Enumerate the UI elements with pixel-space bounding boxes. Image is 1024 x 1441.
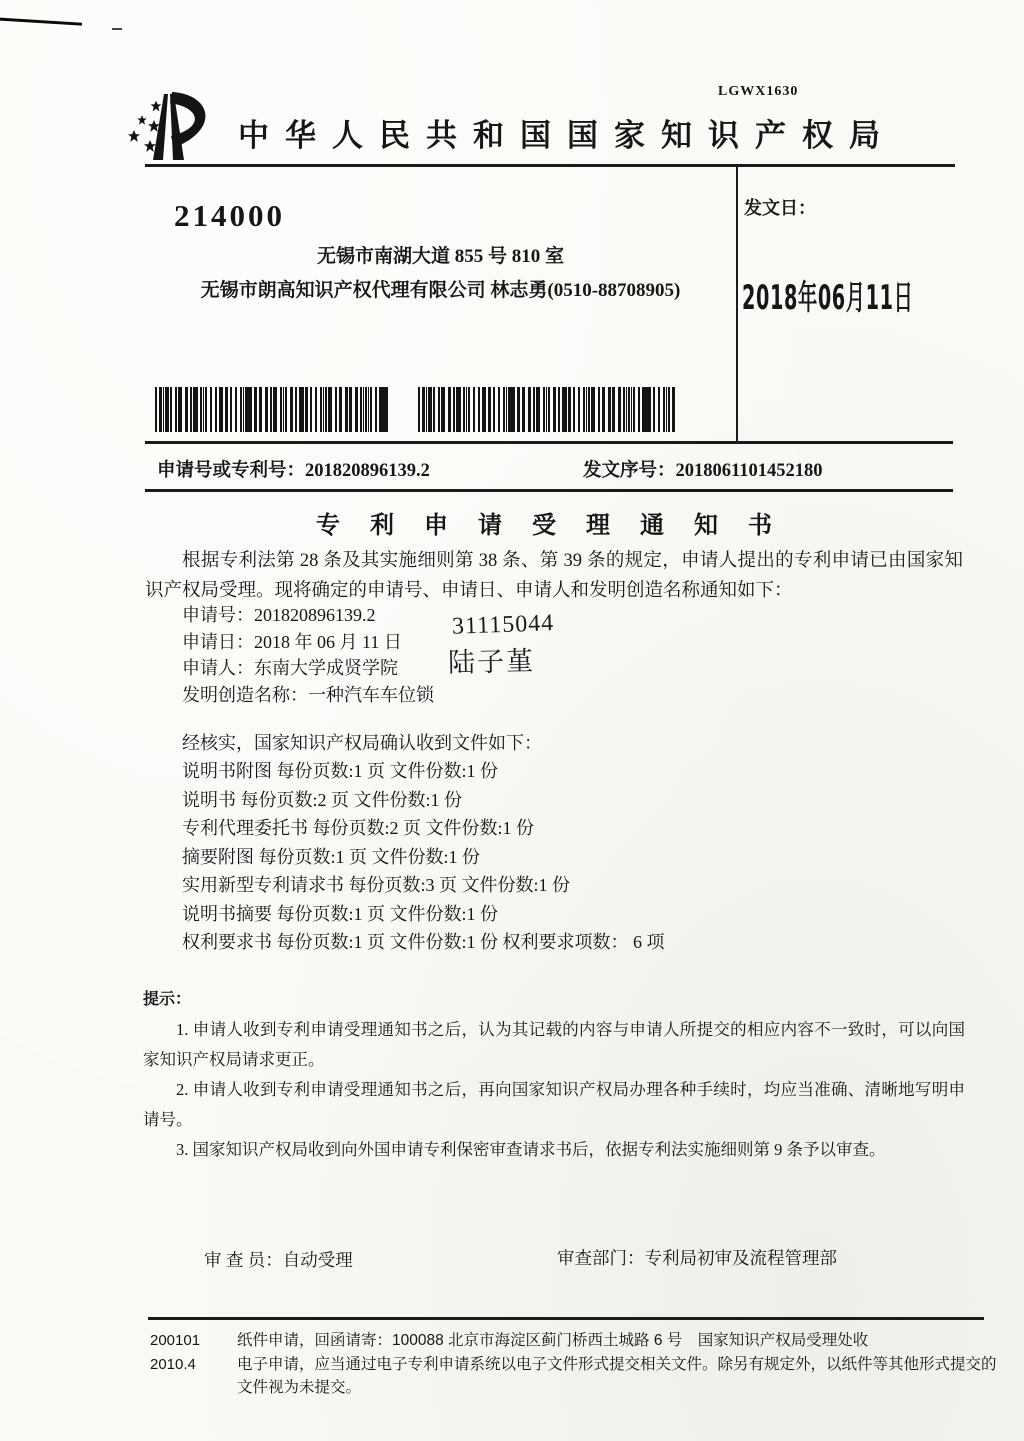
serial-number-row <box>583 456 823 482</box>
examiner-row <box>204 1247 353 1272</box>
document-item: 说明书摘要 每份页数:1 页 文件份数:1 份 <box>182 903 499 924</box>
numbers-section-rule <box>145 489 953 492</box>
tips-heading: 提示： <box>143 991 192 1008</box>
application-number-label: 申请号或专利号： <box>157 461 306 481</box>
column-divider <box>736 164 738 444</box>
examiner-label: 审 查 员： <box>204 1250 283 1270</box>
footer-form-code: 200101 <box>150 1332 201 1349</box>
scan-artifact-line <box>0 17 82 25</box>
footer-form-date: 2010.4 <box>150 1355 196 1373</box>
recipient-address: 无锡市南湖大道 855 号 810 室 <box>316 246 564 267</box>
recipient-agency: 无锡市朗高知识产权代理有限公司 林志勇(0510-88708905) <box>200 280 681 301</box>
barcode-application <box>155 387 390 432</box>
field-label: 申请日： <box>182 631 254 652</box>
document-item: 摘要附图 每份页数:1 页 文件份数:1 份 <box>182 846 481 867</box>
document-item: 专利代理委托书 每份页数:2 页 文件份数:1 份 <box>182 818 535 838</box>
examiner-value: 自动受理 <box>282 1250 353 1270</box>
footer-rule <box>148 1317 984 1320</box>
barcode-serial <box>418 387 677 432</box>
application-fields <box>182 602 434 708</box>
header-rule <box>145 164 955 167</box>
barcode-section-rule <box>145 441 953 444</box>
dispatch-date-stamp: 2018年06月11日 <box>742 278 914 318</box>
department-value: 专利局初审及流程管理部 <box>644 1248 837 1268</box>
department-label: 审查部门： <box>557 1248 645 1268</box>
field-value: 201820896139.2 <box>254 605 376 625</box>
field-filing-date <box>182 629 434 656</box>
application-number-row <box>157 456 430 482</box>
postal-code: 214000 <box>174 198 285 233</box>
field-value: 2018 年 06 月 11 日 <box>254 631 402 652</box>
field-value: 东南大学成贤学院 <box>254 658 398 678</box>
field-value: 一种汽车车位锁 <box>308 684 434 705</box>
footer-line-paper: 纸件申请，回函请寄：100088 北京市海淀区蓟门桥西土城路 6 号 国家知识产权局受理处收 <box>237 1332 869 1349</box>
footer-line-electronic: 电子申请，应当通过电子专利申请系统以电子文件形式提交相关文件。除另有规定外，以纸件等其他形式提交的 <box>237 1355 997 1373</box>
dispatch-date-label: 发文日： <box>744 198 816 218</box>
footer-instructions <box>237 1329 997 1400</box>
document-item: 说明书 每份页数:2 页 文件份数:1 份 <box>182 789 463 810</box>
documents-intro: 经核实，国家知识产权局确认收到文件如下： <box>182 733 542 753</box>
notice-intro: 根据专利法第 28 条及其实施细则第 38 条、第 39 条的规定，申请人提出的专利申请已由国家知识产权局受理。现将确定的申请号、申请日、申请人和发明创造名称通知如下： <box>145 551 963 601</box>
tip-item-2: 2. 申请人收到专利申请受理通知书之后，再向国家知识产权局办理各种手续时，均应当准确、清晰地写明申请号。 <box>143 1080 965 1129</box>
agency-title: 中华人民共和国国家知识产权局 <box>238 118 896 153</box>
documents-list <box>182 757 665 957</box>
serial-number-value: 2018061101452180 <box>675 461 823 481</box>
field-application-number <box>182 602 434 629</box>
department-row <box>557 1245 837 1270</box>
field-invention-title <box>182 682 434 709</box>
field-applicant <box>182 655 434 682</box>
notice-title: 专 利 申 请 受 理 通 知 书 <box>316 513 784 539</box>
form-code-top: LGWX1630 <box>718 84 799 99</box>
document-item: 说明书附图 每份页数:1 页 文件份数:1 份 <box>182 761 499 781</box>
document-item: 权利要求书 每份页数:1 页 文件份数:1 份 权利要求项数： 6 项 <box>182 932 665 952</box>
field-label: 申请人： <box>182 658 254 678</box>
application-number-value: 201820896139.2 <box>305 461 430 481</box>
cnipa-logo-icon <box>118 86 216 168</box>
footer-form-codes <box>150 1329 200 1376</box>
handwritten-student-id: 31115044 <box>451 610 555 640</box>
tip-item-1: 1. 申请人收到专利申请受理通知书之后，认为其记载的内容与申请人所提交的相应内容不一致时，可以向国家知识产权局请求更正。 <box>143 1020 965 1069</box>
field-label: 发明创造名称： <box>182 684 308 705</box>
tip-item-3: 3. 国家知识产权局收到向外国申请专利保密审查请求书后，依据专利法实施细则第 9 条予以审查。 <box>176 1140 886 1159</box>
footer-line-electronic-cont: 文件视为未提交。 <box>237 1379 362 1396</box>
tips-section <box>143 985 965 1165</box>
scan-artifact-dot <box>112 28 122 30</box>
document-item: 实用新型专利请求书 每份页数:3 页 文件份数:1 份 <box>182 875 570 895</box>
handwritten-name: 陆子堇 <box>447 646 536 678</box>
serial-number-label: 发文序号： <box>583 461 676 481</box>
field-label: 申请号： <box>182 605 254 625</box>
